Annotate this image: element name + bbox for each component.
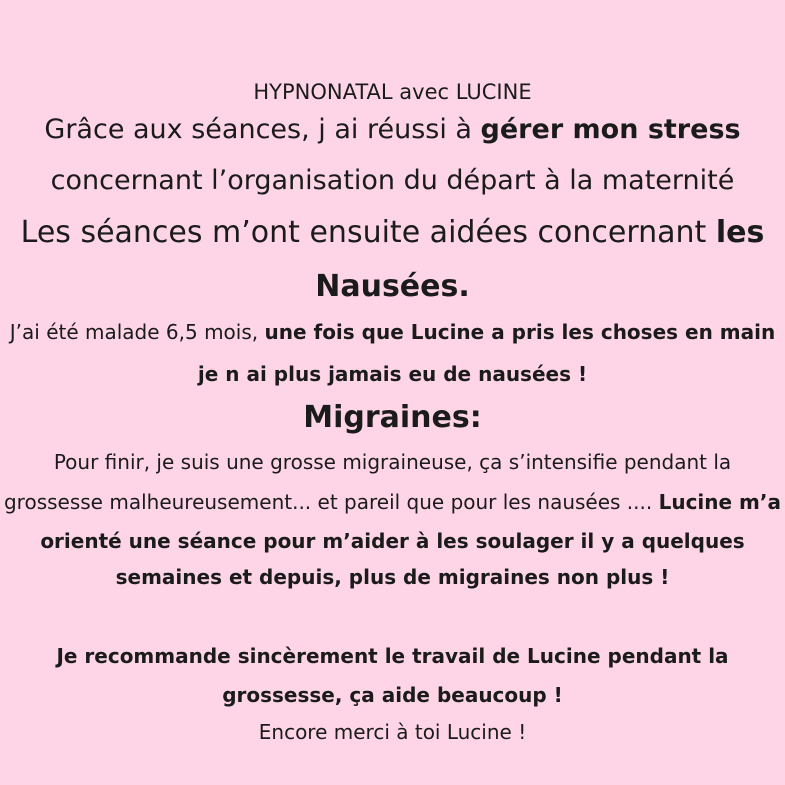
nausees-heading: Nausées.: [315, 269, 470, 304]
nausees-line-2: je n ai plus jamais eu de nausées !: [197, 362, 588, 386]
sessions-highlight: les: [715, 215, 765, 250]
closing-line-2: grossesse, ça aide beaucoup !: [222, 683, 563, 707]
closing-line-1: Je recommande sincèrement le travail de Lucine pendant la: [56, 644, 729, 668]
sessions-line: [0, 215, 785, 250]
migraines-line-1: Pour finir, je suis une grosse migraineuse, ça s’intensifie pendant la: [53, 450, 732, 474]
page-title: HYPNONATAL avec LUCINE: [253, 80, 532, 104]
migraines-line-2: [0, 490, 785, 514]
migraines-highlight: Lucine m’a: [658, 490, 781, 514]
migraines-heading: Migraines:: [303, 400, 482, 435]
nausees-highlight: une fois que Lucine a pris les choses en main: [264, 320, 776, 344]
stress-highlight: gérer mon stress: [480, 114, 741, 145]
stress-line-1: [0, 114, 785, 145]
sessions-text: Les séances m’ont ensuite aidées concernant: [20, 215, 716, 250]
migraines-text: grossesse malheureusement... et pareil que pour les nausées ....: [3, 490, 659, 514]
migraines-line-3: orienté une séance pour m’aider à les soulager il y a quelques: [40, 529, 745, 553]
stress-text: Grâce aux séances, j ai réussi à: [44, 114, 481, 145]
nausees-line-1: [0, 320, 785, 344]
closing-thanks: Encore merci à toi Lucine !: [258, 720, 527, 744]
stress-line-2: concernant l’organisation du départ à la maternité: [50, 165, 735, 196]
nausees-text: J’ai été malade 6,5 mois,: [9, 320, 265, 344]
migraines-line-4: semaines et depuis, plus de migraines non plus !: [115, 565, 670, 589]
